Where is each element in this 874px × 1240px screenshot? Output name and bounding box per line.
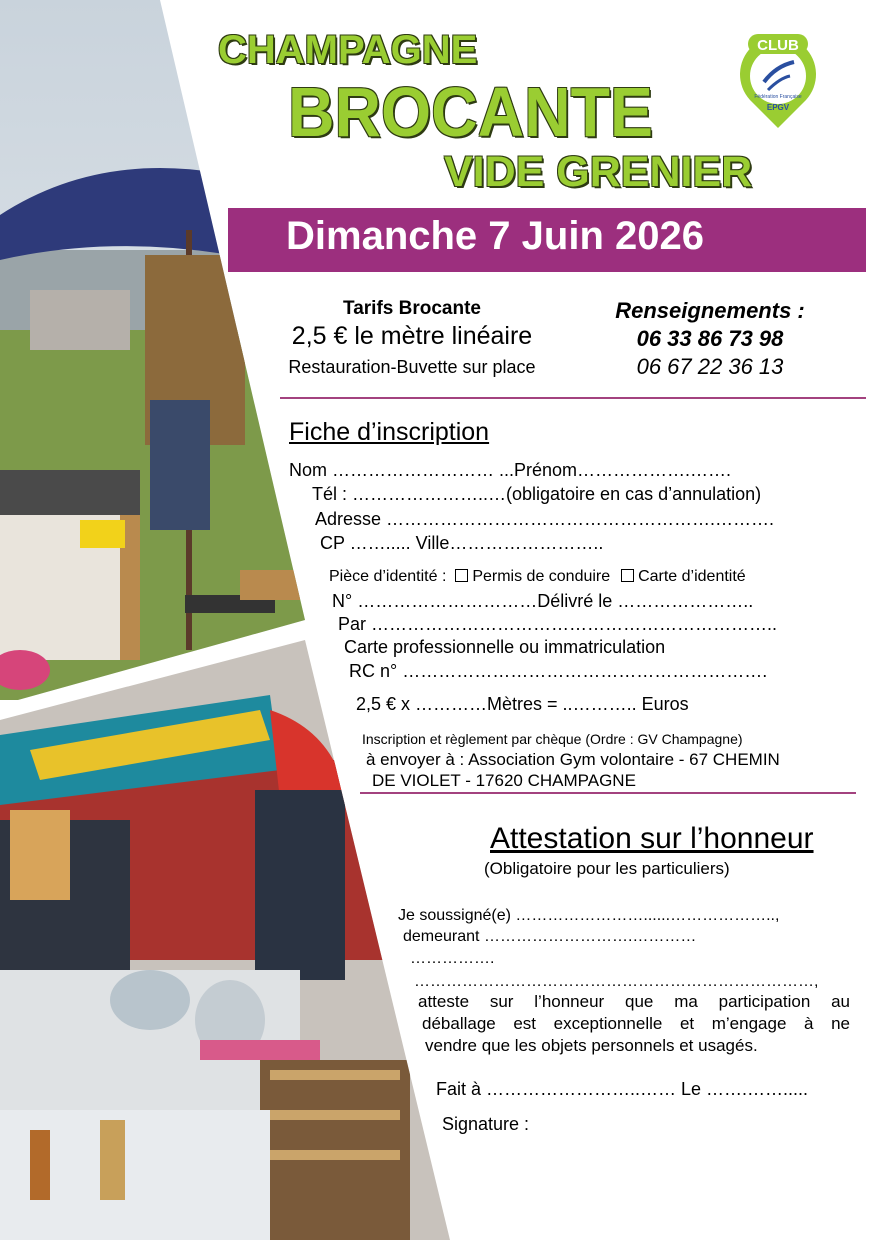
attestation-dots-1: …………….: [410, 950, 495, 967]
form-piece-line: [329, 568, 746, 586]
tarifs-price: 2,5 € le mètre linéaire: [291, 322, 533, 350]
date-banner: [228, 208, 866, 272]
piece-label: Pièce d’identité :: [329, 568, 447, 585]
carte-identite-checkbox[interactable]: [621, 569, 634, 582]
club-epgv-logo: [738, 32, 818, 130]
form-cheque-line: Inscription et règlement par chèque (Ordre : GV Champagne): [362, 731, 743, 747]
title-vide-grenier: VIDE GRENIER: [444, 148, 753, 196]
divider-top: [280, 397, 866, 399]
tarifs-heading: Tarifs Brocante: [343, 298, 481, 319]
attestation-dots-2: …………………………………………………………………,: [414, 973, 819, 990]
attestation-body-2: déballage est exceptionnelle et m’engage à ne: [422, 1014, 850, 1033]
form-calc-line: 2,5 € x …………Mètres = ..……….. Euros: [356, 694, 689, 714]
carte-identite-label: Carte d’identité: [638, 568, 746, 585]
form-carte-pro-line: Carte professionnelle ou immatriculation: [344, 637, 666, 657]
form-heading: Fiche d’inscription: [289, 418, 490, 446]
form-rc-line: RC n° …………………………………………………….: [349, 661, 768, 681]
attestation-body-1: atteste sur l’honneur que ma participation au: [418, 992, 850, 1011]
form-nom-line: Nom ……………………… ...Prénom……………….…….: [289, 460, 732, 480]
attestation-demeurant: demeurant ……………………….…………: [403, 928, 697, 945]
attestation-soussigne: Je soussigné(e) ……………………......………………..,: [398, 907, 780, 924]
logo-club-text: CLUB: [757, 37, 799, 54]
form-cp-line: CP ……..... Ville……………………..: [320, 533, 604, 553]
contact-phone-1: 06 33 86 73 98: [636, 326, 784, 351]
attestation-signature: Signature :: [442, 1114, 530, 1134]
form-par-line: Par …………………………………………………………..: [338, 614, 778, 634]
logo-name-text: EPGV: [766, 103, 790, 112]
contact-phone-2: 06 67 22 36 13: [636, 354, 784, 379]
permis-checkbox[interactable]: [455, 569, 468, 582]
flea-market-photo-bottom: [0, 640, 460, 1240]
form-tel-line: Tél : …………………..…(obligatoire en cas d’annulation): [312, 484, 762, 504]
event-date: Dimanche 7 Juin 2026: [286, 214, 704, 258]
logo-org-text: Fédération Française: [754, 94, 802, 100]
form-numero-line: N° …………………………Délivré le …………………..: [332, 591, 754, 611]
attestation-heading: Attestation sur l’honneur: [490, 822, 814, 855]
title-champagne: CHAMPAGNE: [218, 28, 478, 72]
divider-middle: [360, 792, 856, 794]
tarifs-food: Restauration-Buvette sur place: [288, 357, 536, 377]
attestation-body-3: vendre que les objets personnels et usagés.: [425, 1036, 758, 1055]
permis-label: Permis de conduire: [472, 568, 611, 585]
contact-heading: Renseignements :: [615, 298, 805, 323]
title-brocante: BROCANTE: [288, 73, 653, 151]
attestation-fait-line: Fait à ……………………..…… Le …….…….....: [436, 1079, 809, 1099]
attestation-subheading: (Obligatoire pour les particuliers): [484, 859, 730, 878]
form-envoyer-line-1: à envoyer à : Association Gym volontaire - 67 CHEMIN: [366, 750, 780, 769]
form-envoyer-line-2: DE VIOLET - 17620 CHAMPAGNE: [372, 771, 636, 790]
form-adresse-line: Adresse ……………………………………………….……….: [315, 509, 775, 529]
